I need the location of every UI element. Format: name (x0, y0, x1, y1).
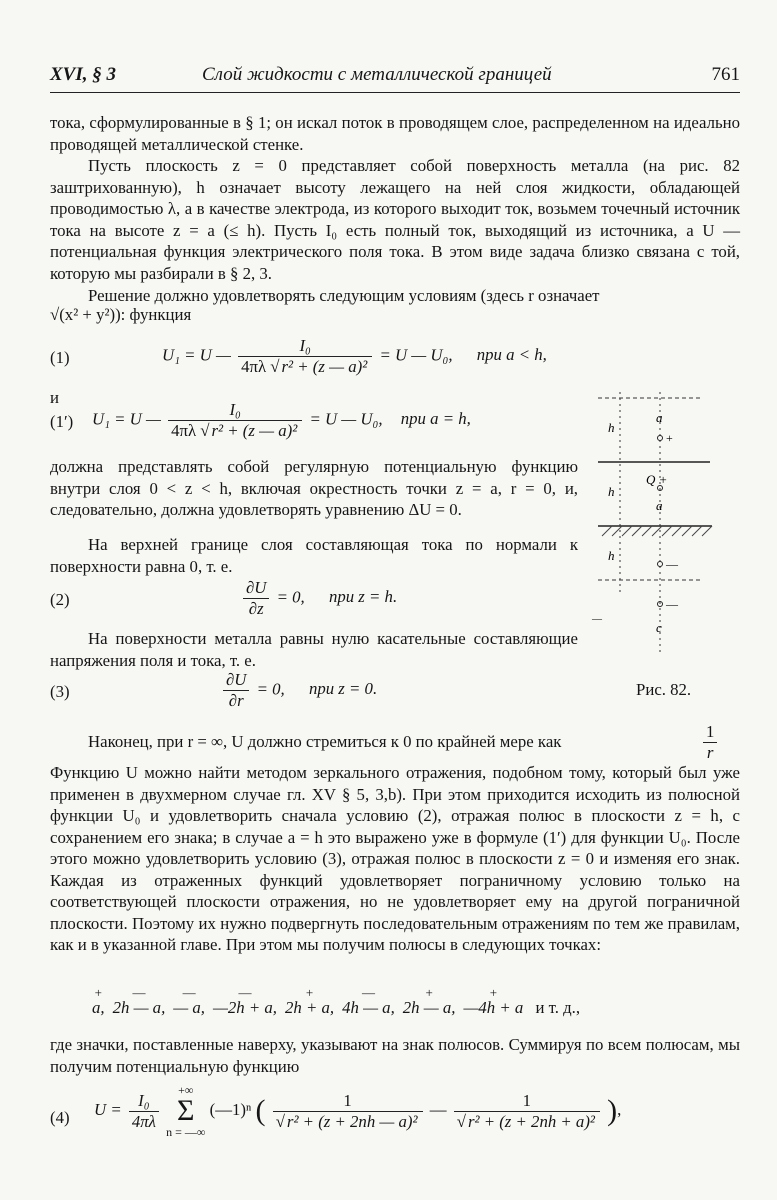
fraction-denominator: r (706, 743, 714, 762)
setup-paragraph: Пусть плоскость z = 0 представляет собой поверхность металла (на рис. 82 заштрихованную), h означает высоту лежащего на ней слоя жидкости, обладающей проводимостью λ, а в качестве электрода, из которого выходит ток, возьмем точечный источник тока на высоте z = a (≤ h). Пусть I₀ есть полный ток, выходящий из источника, а U — потенциальная функция электрического поля тока. В этом виде задача близко связана с той, которую мы разбирали в § 2, 3. (50, 156, 740, 283)
fraction-numerator: ∂U (223, 670, 249, 691)
image-pole-lower (658, 562, 663, 567)
label-h-1: h (608, 420, 615, 435)
equation-lhs: U = (94, 1099, 122, 1119)
pole-item: + —4h + a (463, 985, 524, 1017)
equation-fraction (243, 578, 269, 619)
conditions-line-2: √(x² + y²)): функция (50, 305, 192, 324)
equation-3 (50, 670, 570, 716)
label-c: c (656, 620, 662, 635)
poles-list (92, 985, 732, 1028)
label-h-2: h (608, 484, 615, 499)
label-minus-2: — (666, 597, 678, 611)
metal-hatching (602, 526, 712, 536)
fraction-prefix: 4πλ (241, 357, 267, 376)
fraction-denominator: ∂r (228, 691, 244, 710)
infinity-fraction (703, 722, 717, 763)
label-a-2: a (656, 498, 663, 513)
label-q: Q + (646, 472, 668, 487)
term-fraction-1: $\frac{1}{\text{√ r² + (z + 2nh — a)²}}$ (273, 1091, 423, 1132)
fraction-numerator: I₀ (238, 336, 372, 357)
running-header (50, 64, 740, 90)
fraction-radicand: r² + (z + 2nh + a)² (467, 1111, 595, 1131)
equation-fraction (223, 670, 249, 711)
fraction-denominator: ∂z (248, 599, 264, 618)
pole-item: — —2h + a, (212, 985, 277, 1017)
fraction-radicand: r² + (z + 2nh — a)² (286, 1111, 418, 1131)
infinity-text: Наконец, при r = ∞, U должно стремиться к 0 по крайней мере как (88, 732, 562, 751)
intro-paragraph: тока, сформулированные в § 1; он искал поток в проводящем слое, распределенном на идеально проводящей металлической стенке. (50, 113, 740, 154)
pole-item: + a, (92, 985, 105, 1017)
equation-condition: при a = h, (400, 409, 471, 429)
summation-paragraph: где значки, поставленные наверху, указывают на знак полюсов. Суммируя по всем полюсам, мы получим потенциальную функцию (50, 1035, 740, 1076)
equation-label: (1′) (50, 412, 74, 431)
header-rule (50, 92, 740, 93)
equation-rhs: = 0, (256, 679, 285, 699)
pole-item: — — a, (173, 985, 205, 1017)
term-fraction-2: $\frac{1}{\text{√ r² + (z + 2nh + a)²}}$ (454, 1091, 600, 1132)
sign-factor: (—1)ⁿ (209, 1099, 252, 1119)
equation-1-prime (50, 400, 580, 450)
fraction-numerator: I₀ (129, 1091, 159, 1112)
label-plus-1: + (666, 431, 673, 445)
sum-upper-limit: +∞ (178, 1083, 194, 1097)
equation-fraction: $\frac{\text{I₀}}{\text{4πλ √ r² + (z — a)²}}$ (238, 336, 372, 377)
page-number: 761 (711, 64, 740, 85)
metal-surface-paragraph: На поверхности металла равны нулю касательные составляющие напряжения поля и тока, т. е. (50, 629, 578, 670)
figure-caption: Рис. 82. (636, 680, 692, 699)
equation-condition: при z = 0. (308, 679, 378, 699)
label-a-1: a (656, 410, 663, 425)
sum-operator: +∞ Σ n = —∞ (166, 1083, 206, 1139)
equation-fraction: $\frac{\text{I₀}}{\text{4πλ √ r² + (z — a)²}}$ (168, 400, 302, 441)
pole-item: — 4h — a, (342, 985, 395, 1017)
upper-boundary-paragraph: На верхней границе слоя составляющая тока по нормали к поверхности равна 0, т. е. (50, 535, 578, 576)
fraction-numerator: I₀ (168, 400, 302, 421)
fraction-numerator: 1 (703, 722, 717, 743)
figure-82 (590, 392, 740, 654)
equation-lhs: U₁ = U — (162, 345, 231, 365)
equation-label: (2) (50, 590, 70, 609)
equation-1 (50, 336, 740, 386)
fraction-numerator: ∂U (243, 578, 269, 599)
label-small: — (592, 614, 602, 625)
poles-tail: и т. д., (535, 998, 581, 1017)
equation-4: (4) U = $\frac{\text{I₀}}{4\pi\lambda}$ +∞ Σ n = —∞ (—1)ⁿ ( $\frac{1}{\text{√ r² + (z + 2nh — a)²}}$ — $\frac{1}{\text{√ r² + (z + 2nh + a)²}}$ ), (50, 1083, 622, 1139)
equation-label: (4) (50, 1108, 70, 1127)
method-paragraph: Функцию U можно найти методом зеркального отражения, подобном тому, который был уже применен в двухмерном случае гл. XV § 5, 3,b). При этом приходится исходить из полюсной функции U₀ и удовлетворить сначала условию (2), отражая полюс в плоскости z = h, с сохранением его знака; в случае a = h это выражено уже в формуле (1′) для функции U₀. После этого можно удовлетворить условию (3), отражая полюс в плоскости z = 0 и изменяя его знак. Каждая из отраженных функций удовлетворяет пограничному условию только на соответствующей плоскости отражения, но не удовлетворяет ему на другой пограничной плоскости. Поэтому их нужно подвергнуть последовательным отражениям по тем же правилам, как и в указанной главе. При этом мы получим полюсы в следующих точках: (50, 763, 740, 954)
fraction-radicand: r² + (z — a)² (281, 357, 368, 376)
fraction-numerator: 1 (273, 1091, 423, 1112)
infinity-condition (88, 722, 748, 764)
image-pole-upper (658, 436, 663, 441)
equation-condition: при a < h, (476, 345, 547, 365)
equation-rhs: = U — U₀, (379, 345, 453, 365)
equation-label: (1) (50, 348, 70, 367)
label-minus-1: — (666, 557, 678, 571)
section-label: XVI, § 3 (50, 64, 116, 85)
and-word: и (50, 388, 59, 407)
pole-item: + 2h — a, (402, 985, 456, 1017)
label-h-3: h (608, 548, 615, 563)
sum-lower-limit: n = —∞ (166, 1125, 206, 1139)
equation-lhs: U₁ = U — (92, 409, 161, 429)
fraction-radicand: r² + (z — a)² (211, 421, 298, 440)
equation-rhs: = 0, (276, 587, 305, 607)
equation-rhs: = U — U₀, (309, 409, 383, 429)
fraction-denominator: 4πλ (131, 1111, 156, 1131)
conditions-line-1: Решение должно удовлетворять следующим условиям (здесь r означает (88, 286, 600, 305)
pole-item: — 2h — a, (112, 985, 166, 1017)
equation-2 (50, 578, 570, 624)
equation-label: (3) (50, 682, 70, 701)
regular-paragraph: должна представлять собой регулярную потенциальную функцию внутри слоя 0 < z < h, включая окрестность точки z = a, r = 0, и, следовательно, должна удовлетворять уравнению ΔU = 0. (50, 457, 578, 519)
fraction-numerator: 1 (454, 1091, 600, 1112)
pole-item: + 2h + a, (285, 985, 335, 1017)
fraction-prefix: 4πλ (171, 421, 197, 440)
chapter-title: Слой жидкости с металлической границей (202, 64, 552, 85)
prefactor-fraction (129, 1091, 159, 1132)
equation-condition: при z = h. (328, 587, 398, 607)
